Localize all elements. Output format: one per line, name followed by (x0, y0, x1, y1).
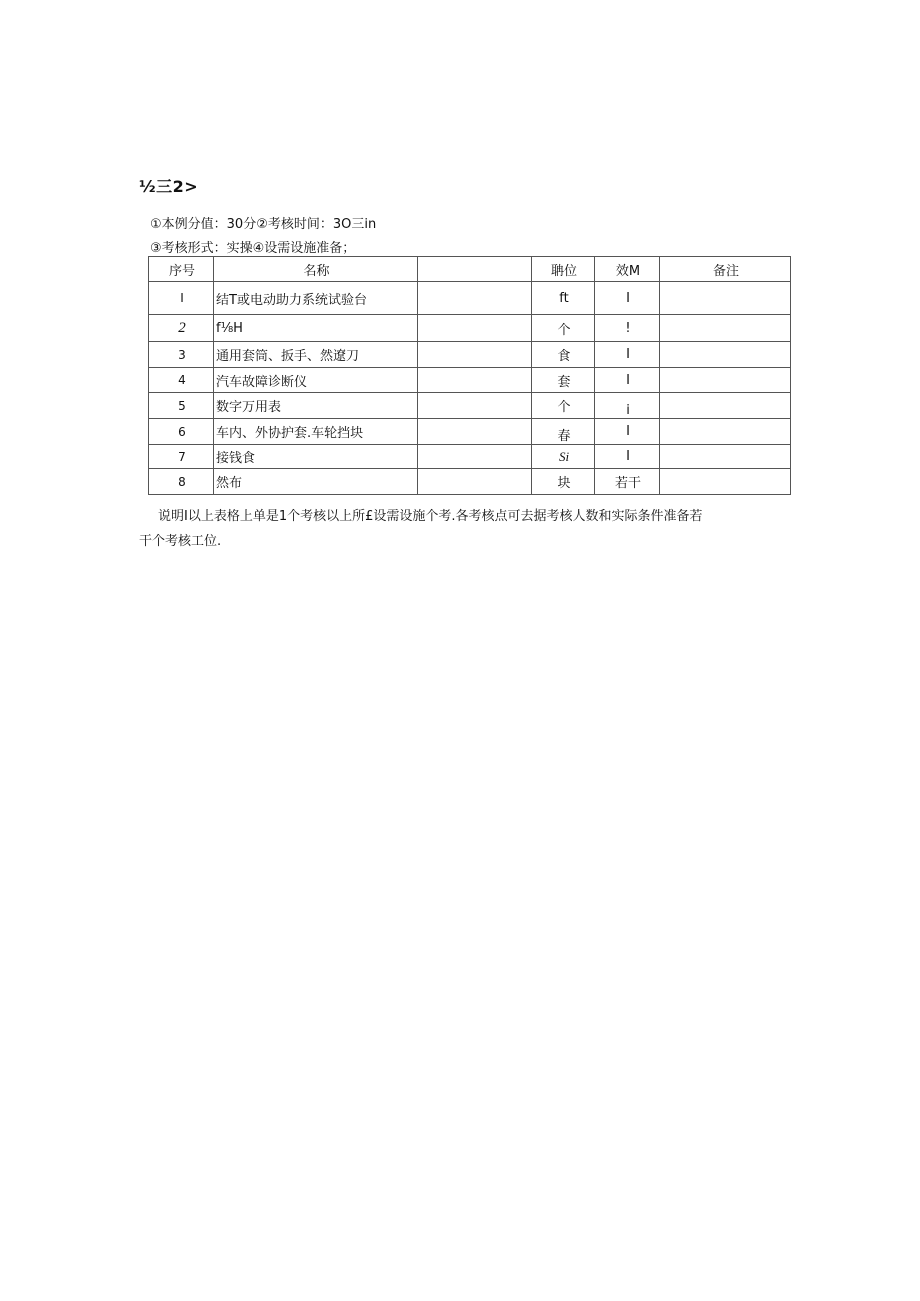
cell-name: 车内、外协护套.车轮挡块 (214, 419, 418, 445)
cell-qty: I (595, 368, 660, 393)
table-row (149, 282, 791, 315)
cell-name: 通用套筒、扳手、然遼刀 (214, 342, 418, 368)
cell-unit: Si (532, 445, 595, 469)
cell-qty: I (595, 342, 660, 368)
cell-name: 汽车故障诊断仪 (214, 368, 418, 393)
cell-qty: I (595, 445, 660, 469)
cell-remark (660, 419, 791, 445)
cell-blank (418, 445, 532, 469)
header-no: 序号 (149, 257, 214, 282)
cell-blank (418, 315, 532, 342)
cell-unit: 套 (532, 368, 595, 393)
table-row (149, 393, 791, 419)
table-row (149, 419, 791, 445)
cell-name: 结T或电动助力系统试验台 (214, 282, 418, 315)
cell-name: 然布 (214, 469, 418, 495)
cell-unit: ft (532, 282, 595, 315)
cell-qty: 若干 (595, 469, 660, 495)
cell-remark (660, 469, 791, 495)
table-header-row (149, 257, 791, 282)
cell-remark (660, 368, 791, 393)
note-line-2: 干个考核工位. (139, 534, 222, 549)
table-row (149, 445, 791, 469)
header-blank (418, 257, 532, 282)
cell-unit: 块 (532, 469, 595, 495)
table-row (149, 342, 791, 368)
section-heading: ½三2> (139, 177, 199, 196)
exam-info-line-2: ③考核形式：实操④设需设施准备； (150, 241, 356, 256)
header-remark: 备注 (660, 257, 791, 282)
cell-no: 7 (149, 445, 214, 469)
cell-qty: ! (595, 315, 660, 342)
cell-name: 接钱食 (214, 445, 418, 469)
equipment-table (148, 256, 791, 495)
cell-qty: I (595, 282, 660, 315)
cell-remark (660, 342, 791, 368)
cell-blank (418, 469, 532, 495)
cell-blank (418, 342, 532, 368)
cell-blank (418, 393, 532, 419)
cell-no: 5 (149, 393, 214, 419)
cell-remark (660, 282, 791, 315)
cell-unit: 春 (532, 419, 595, 445)
cell-blank (418, 282, 532, 315)
cell-qty: i (595, 393, 660, 419)
header-unit: 聃位 (532, 257, 595, 282)
cell-no: 8 (149, 469, 214, 495)
cell-name: 数字万用表 (214, 393, 418, 419)
cell-blank (418, 368, 532, 393)
cell-no: 2 (149, 315, 214, 342)
cell-remark (660, 445, 791, 469)
cell-qty: I (595, 419, 660, 445)
table-row (149, 315, 791, 342)
cell-remark (660, 393, 791, 419)
cell-unit: 个 (532, 315, 595, 342)
note-line-1: 说明I以上表格上单是1个考核以上所£设需设施个考.各考核点可去据考核人数和实际条件准备若 (158, 509, 703, 524)
cell-no: I (149, 282, 214, 315)
cell-unit: 个 (532, 393, 595, 419)
table-row (149, 368, 791, 393)
cell-no: 6 (149, 419, 214, 445)
table-row (149, 469, 791, 495)
header-name: 名称 (214, 257, 418, 282)
cell-unit: 食 (532, 342, 595, 368)
cell-name: f⅛H (214, 315, 418, 342)
header-qty: 效M (595, 257, 660, 282)
exam-info-line-1: ①本例分值：30分②考核时间：3O三in (150, 217, 377, 232)
cell-remark (660, 315, 791, 342)
cell-blank (418, 419, 532, 445)
cell-no: 3 (149, 342, 214, 368)
cell-no: 4 (149, 368, 214, 393)
